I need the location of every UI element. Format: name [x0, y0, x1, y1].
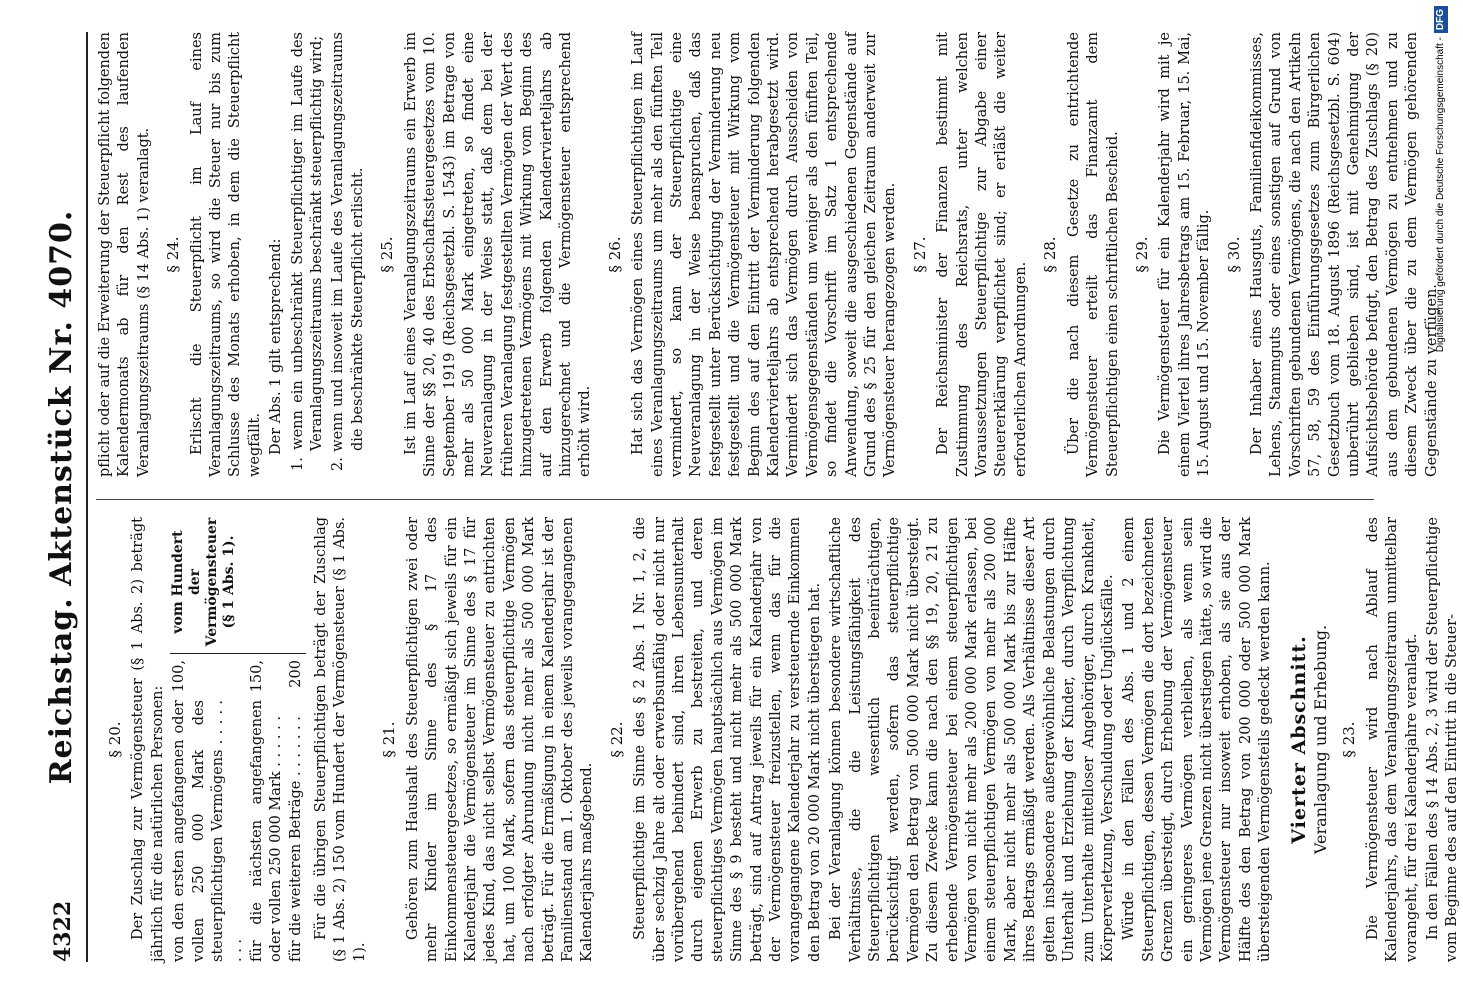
- chapter-heading: Vierter Abschnitt.: [1287, 635, 1310, 844]
- rate-table-header: vom Hundert der Vermögensteuer (§ 1 Abs. 1).: [170, 517, 306, 654]
- rate-table-rows: [170, 660, 306, 962]
- section-heading-21: § 21.: [380, 721, 399, 758]
- rate-table: [170, 517, 306, 962]
- rate-row-value: 100,: [171, 660, 188, 693]
- section-heading-27: § 27.: [910, 236, 929, 273]
- page-header: [44, 32, 84, 962]
- paragraph: Steuerpflichtige im Sinne des § 2 Abs. 1 Nr. 1, 2, die über sechzig Jahre alt oder erwerbsunfähig oder nicht nur vorübergehend behindert sind, ihren Lebensunterhalt durch eigenen Erwerb zu bestreiten, und deren steuerpflichtiges Vermögen hauptsächlich aus Vermögen im Sinne des § 9 besteht und nicht mehr als 500 000 Mark beträgt, sind auf Antrag jeweils für ein Kalenderjahr von der Vermögensteuer freizustellen, wenn das für die vorangegangene Kalenderjahr zu versteuernde Einkommen den Betrag von 20 000 Mark nicht überstiegen hat.: [632, 517, 823, 962]
- rate-row: [248, 660, 287, 962]
- chapter-subheading: Veranlagung und Erhebung.: [1310, 624, 1330, 855]
- paragraph: Hat sich das Vermögen eines Steuerpflichtigen im Lauf eines Veranlagungszeitraums um mehr als den fünften Teil vermindert, so kann der Steuerpflichtige eine Neuveranlagung in der Weise beanspruchen, daß das festgestellt unter Berücksichtigung der Verminderung neu festgestellt und die Vermögensteuer mit Wirkung vom Beginn des auf den Eintritt der Verminderung folgenden Kalendervierteljahrs ab entsprechend herabgesetzt wird. Vermindert sich das Vermögen durch Ausscheiden von Vermögensgegenständen um weniger als den fünften Teil, so findet die Vorschrift im Satz 1 entsprechende Anwendung, soweit die ausgeschiedenen Gegenstände auf Grund des § 25 für den gleichen Zeitraum anderweit zur Vermögensteuer herangezogen werden.: [630, 32, 899, 477]
- paragraph: Der Reichsminister der Finanzen bestimmt mit Zustimmung des Reichsrats, unter welchen Voraussetzungen Steuerpflichtige zur Abgabe einer Steuererklärung verpflichtet sind; er erläßt die weiter erforderlichen Anordnungen.: [935, 32, 1029, 477]
- section-heading-25: § 25.: [378, 236, 397, 273]
- digitization-credit-text: [1428, 0, 1454, 1000]
- rate-row-label: für die weiteren Beträge . . . . . . .: [287, 716, 304, 962]
- section-heading-20: § 20.: [106, 721, 124, 758]
- paragraph: Gehören zum Haushalt des Steuerpflichtigen zwei oder mehr Kinder im Sinne des § 17 des Einkommensteuergesetzes, so ermäßigt sich jeweils für ein Kalenderjahr die Vermögensteuer im Sinne des § 17 für jedes Kind, das nicht selbst Vermögensteuer zu entrichten hat, um 100 Mark, sofern das steuerpflichtige Vermögen nach erfolgter Abrundung nicht mehr als 500 000 Mark beträgt. Für die Ermäßigung in einem Kalenderjahr ist der Familienstand am 1. Oktober des jeweils vorangegangenen Kalenderjahrs maßgebend.: [404, 517, 596, 962]
- paragraph: Die Vermögensteuer für ein Kalenderjahr wird mit je einem Viertel ihres Jahresbetrags am 15. Februar, 15. Mai, 15. August und 15. November fällig.: [1157, 32, 1213, 477]
- rate-row-value: 200: [287, 660, 304, 688]
- dfg-logo: DFG: [1434, 6, 1448, 33]
- section-heading-22: § 22.: [607, 721, 626, 758]
- paragraph: Bei der Veranlagung können besondere wirtschaftliche Verhältnisse, die die Leistungsfähigkeit des Steuerpflichtigen wesentlich beeinträchtigen, berücksichtigt werden, sofern das steuerpflichtige Vermögen den Betrag von 500 000 Mark nicht übersteigt. Zu diesem Zwecke kann die nach den §§ 19, 20, 21 zu erhebende Vermögensteuer bei einem steuerpflichtigen Vermögen von nicht mehr als 200 000 Mark erlassen, bei einem steuerpflichtigen Vermögen von mehr als 200 000 Mark, aber nicht mehr als 500 000 Mark bis zur Hälfte ihres Betrags ermäßigt werden. Als Verhältnisse dieser Art gelten insbesondere außergewöhnliche Belastungen durch Unterhalt und Erziehung der Kinder, durch Verpflichtung zum Unterhalte mittelloser Angehöriger, durch Krankheit, Körperverletzung, Verschuldung oder Unglücksfälle.: [828, 517, 1116, 962]
- paragraph: Für die übrigen Steuerpflichtigen beträgt der Zuschlag (§ 1 Abs. 2) 150 vom Hundert der Vermögensteuer (§ 1 Abs. 1).: [313, 517, 368, 962]
- paragraph: Der Zuschlag zur Vermögensteuer (§ 1 Abs. 2) beträgt jährlich für die natürlichen Personen:: [130, 517, 166, 962]
- paragraph: Würde in den Fällen des Abs. 1 und 2 einem Steuerpflichtigen, dessen Vermögen die dort bezeichneten Grenzen übersteigt, durch Erhebung der Vermögensteuer ein geringeres Vermögen verbleiben, als wenn sein Vermögen jene Grenzen nicht überstiegen hätte, so wird die Vermögensteuer nur insoweit erhoben, als sie aus der Hälfte des den Betrag von 200 000 oder 500 000 Mark übersteigenden Vermögensteils gedeckt werden kann.: [1121, 517, 1274, 962]
- page-title: Reichstag. Aktenstück Nr. 4070.: [44, 209, 79, 785]
- list-item: 1. wenn ein unbeschränkt Steuerpflichtiger im Laufe des Veranlagungszeitraums beschränkt steuerpflichtig wird;: [289, 32, 326, 471]
- right-column: [96, 32, 1440, 477]
- section-heading-30: § 30.: [1224, 236, 1243, 273]
- header-rule: [86, 32, 88, 962]
- paragraph: Erlischt die Steuerpflicht im Lauf eines Veranlagungszeitraums, so wird die Steuer nur bis zum Schlusse des Monats erhoben, in dem die Steuerpflicht wegfällt.: [188, 32, 263, 477]
- paragraph: Die Vermögensteuer wird nach Ablauf des Kalenderjahrs, das dem Veranlagungszeitraum unmittelbar vorangeht, für drei Kalenderjahre veranlagt.: [1364, 517, 1420, 962]
- section-heading-23: § 23.: [1340, 721, 1359, 758]
- column-divider: [96, 499, 1374, 500]
- rate-row-label: von den ersten angefangenen oder vollen 250 000 Mark des steuerpflichtigen Vermögens . . . . . . . .: [171, 700, 246, 962]
- paragraph: Der Abs. 1 gilt entsprechend:: [268, 238, 285, 455]
- paragraph: pflicht oder auf die Erweiterung der Steuerpflicht folgenden Kalendermonats ab für den Rest des laufenden Veranlagungszeitraums (§ 14 Abs. 1) veranlagt.: [97, 32, 152, 477]
- list-item: 2. wenn und insoweit im Laufe des Veranlagungszeitraums die beschränkte Steuerpflicht erlischt.: [330, 32, 366, 471]
- section-heading-26: § 26.: [605, 236, 624, 273]
- paragraph: Über die nach diesem Gesetze zu entrichtende Vermögensteuer erteilt das Finanzamt dem Steuerpflichtigen einen schriftlichen Bescheid.: [1065, 32, 1121, 477]
- section-heading-29: § 29.: [1132, 236, 1151, 273]
- section-heading-24: § 24.: [164, 236, 183, 273]
- left-column: [96, 517, 1461, 962]
- rate-row: [170, 660, 248, 962]
- paragraph: In den Fällen des § 14 Abs. 2, 3 wird der Steuerpflichtige vom Beginne des auf den Eintritt in die Steuer-: [1425, 517, 1461, 962]
- section-heading-28: § 28.: [1041, 236, 1060, 273]
- page-number: 4322: [50, 900, 76, 962]
- paragraph: Ist im Lauf eines Veranlagungszeitraums ein Erwerb im Sinne der §§ 20, 40 des Erbschaftssteuergesetzes vom 10. September 1919 (Reichsgesetzbl. S. 1543) im Betrage von mehr als 50 000 Mark eingetreten, so findet eine Neuveranlagung in der Weise statt, daß dem bei der früheren Veranlagung festgestellten Vermögen der Wert des hinzugetretenen Vermögens mit Wirkung vom Beginn des auf den Erwerb folgenden Kalendervierteljahrs ab hinzugerechnet und die Vermögensteuer entsprechend erhöht wird.: [402, 32, 594, 477]
- rate-row-label: für die nächsten angefangenen oder vollen 250 000 Mark . . . . . .: [248, 700, 285, 962]
- digitization-note: Digitalisierung gefördert durch die Deutsche Forschungsgemeinschaft -: [1435, 37, 1446, 353]
- rate-row-value: 150,: [248, 660, 265, 693]
- paragraph: Der Inhaber eines Hausguts, Familienfideikommisses, Lehens, Stammguts oder eines sonstigen auf Grund von Vorschriften gebundenen Vermögens, die nach den Artikeln 57, 58, 59 des Einführungsgesetzes zum Bürgerlichen Gesetzbuch vom 18. August 1896 (Reichsgesetzbl. S. 604) unberührt geblieben sind, ist mit Genehmigung der Aufsichtsbehörde befugt, den Betrag des Zuschlags (§ 20) aus dem gebundenen Vermögen zu entnehmen und zu diesem Zweck über die zu dem Vermögen gehörenden Gegenstände zu verfügen.: [1248, 32, 1440, 477]
- rate-row: [287, 660, 306, 962]
